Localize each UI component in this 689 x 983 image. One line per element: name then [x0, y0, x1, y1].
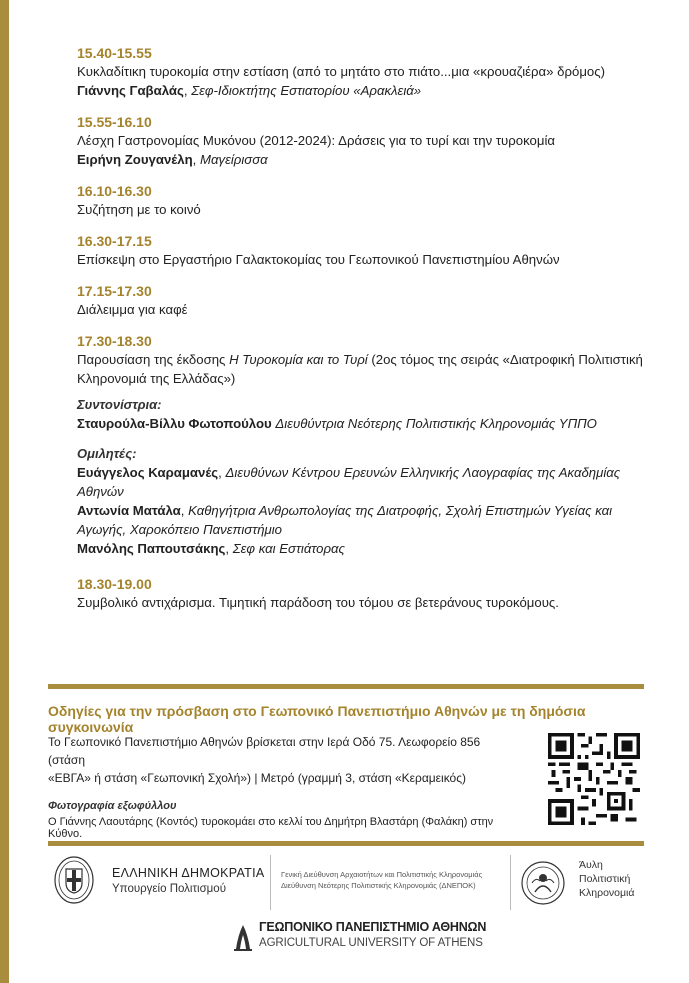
access-title: Οδηγίες για την πρόσβαση στο Γεωπονικό Πανεπιστήμιο Αθηνών με τη δημόσια συγκοινωνία [48, 703, 586, 735]
left-accent-bar [0, 0, 9, 983]
book-title: Η Τυροκομία και το Τυρί [229, 352, 368, 367]
speaker-line: Ευάγγελος Καραμανές, Διευθύνων Κέντρου Ερευνών Ελληνικής Λαογραφίας της Ακαδημίας Αθηνών [77, 465, 621, 499]
slot-title: Κυκλαδίτικη τυροκομία στην εστίαση (από το μητάτο στο πιάτο...μια «κρουαζιέρα» δρόμος) [77, 64, 605, 79]
speaker-line: Αντωνία Ματάλα, Καθηγήτρια Ανθρωπολογίας της Διατροφής, Σχολή Επιστημών Υγείας και Αγωγής, Χαροκόπειο Πανεπιστήμιο [77, 503, 613, 537]
slot-time: 17.15-17.30 [77, 283, 152, 299]
title-pre: Παρουσίαση της έκδοσης [77, 352, 230, 367]
photo-credit-heading: Φωτογραφία εξωφύλλου [48, 800, 177, 812]
greek-emblem-icon [53, 855, 95, 905]
divider-rule [48, 684, 644, 689]
slot-title: Διάλειμμα για καφέ [77, 302, 188, 317]
slot-title: Επίσκεψη στο Εργαστήριο Γαλακτοκομίας του Γεωπονικού Πανεπιστημίου Αθηνών [77, 252, 560, 267]
slot-time: 17.30-18.30 [77, 333, 152, 349]
speaker-name: Ειρήνη Ζουγανέλη [77, 152, 193, 167]
heritage-line: Κληρονομιά [579, 887, 635, 899]
slot-time: 16.10-16.30 [77, 183, 152, 199]
moderator-role: Διευθύντρια Νεότερης Πολιτιστικής Κληρονομιάς ΥΠΠΟ [275, 416, 597, 431]
directorate-line: Διεύθυνση Νεότερης Πολιτιστικής Κληρονομιάς (ΔΝΕΠΟΚ) [281, 881, 476, 890]
speaker-role: Μαγείρισσα [199, 152, 268, 167]
heritage-line: Πολιτιστική [579, 873, 631, 885]
moderator-block [77, 396, 657, 433]
heritage-line: Άυλη [579, 859, 603, 871]
speakers-block [77, 445, 657, 558]
program-slot [77, 575, 657, 612]
speaker-line: Μανόλης Παπουτσάκης, Σεφ και Εστιάτορας [77, 541, 345, 556]
speakers-heading: Ομιλητές: [77, 446, 137, 461]
divider-rule [48, 841, 644, 846]
republic-name: ΕΛΛΗΝΙΚΗ ΔΗΜΟΚΡΑΤΙΑ [112, 866, 265, 880]
program-slot [77, 113, 657, 169]
slot-title: Λέσχη Γαστρονομίας Μυκόνου (2012-2024): Δράσεις για το τυρί και την τυροκομία [77, 133, 556, 148]
qr-code[interactable] [548, 733, 640, 825]
moderator-line [77, 414, 657, 433]
moderator-name: Σταυρούλα-Βίλλυ Φωτοπούλου [77, 416, 272, 431]
photo-caption: Ο Γιάννης Λαουτάρης (Κοντός) τυροκομάει στο κελλί του Δημήτρη Βλαστάρη (Φαλάκη) στην Κύθνο. [48, 816, 494, 840]
logo-separator [270, 855, 271, 910]
access-line: «ΕΒΓΑ» ή στάση «Γεωπονική Σχολή») | Μετρό (γραμμή 3, στάση «Κεραμεικός) [48, 771, 467, 785]
program-slot [77, 44, 657, 100]
program-list [77, 44, 657, 625]
speaker-role: Καθηγήτρια Ανθρωπολογίας της Διατροφής, Σχολή Επιστημών Υγείας και Αγωγής, Χαροκόπειο Πανεπιστήμιο [77, 503, 613, 537]
slot-speaker: Ειρήνη Ζουγανέλη, Μαγείρισσα [77, 152, 268, 167]
slot-time: 15.55-16.10 [77, 114, 152, 130]
slot-time: 18.30-19.00 [77, 576, 152, 592]
slot-time: 15.40-15.55 [77, 45, 152, 61]
speaker-name: Μανόλης Παπουτσάκης [77, 541, 226, 556]
program-slot [77, 282, 657, 319]
slot-title: Συζήτηση με το κοινό [77, 202, 201, 217]
directorate-line: Γενική Διεύθυνση Αρχαιοτήτων και Πολιτιστικής Κληρονομιάς [281, 870, 483, 879]
access-line: Το Γεωπονικό Πανεπιστήμιο Αθηνών βρίσκεται στην Ιερά Οδό 75. Λεωφορείο 856 (στάση [48, 735, 481, 767]
slot-title: Συμβολικό αντιχάρισμα. Τιμητική παράδοση του τόμου σε βετεράνους τυροκόμους. [77, 595, 559, 610]
speaker-name: Αντωνία Ματάλα [77, 503, 181, 518]
speaker-role: Σεφ-Ιδιοκτήτης Εστιατορίου «Αρακλειά» [191, 83, 422, 98]
logo-separator [510, 855, 511, 910]
slot-time: 16.30-17.15 [77, 233, 152, 249]
program-slot [77, 232, 657, 269]
speaker-name: Γιάννης Γαβαλάς [77, 83, 184, 98]
university-logo-icon [232, 919, 254, 953]
university-name-english: AGRICULTURAL UNIVERSITY OF ATHENS [259, 937, 483, 949]
speaker-role: Διευθύνων Κέντρου Ερευνών Ελληνικής Λαογραφίας της Ακαδημίας Αθηνών [77, 465, 621, 499]
slot-title [77, 350, 657, 388]
slot-speaker: Γιάννης Γαβαλάς, Σεφ-Ιδιοκτήτης Εστιατορίου «Αρακλειά» [77, 83, 422, 98]
moderator-heading: Συντονίστρια: [77, 397, 162, 412]
university-name-greek: ΓΕΩΠΟΝΙΚΟ ΠΑΝΕΠΙΣΤΗΜΙΟ ΑΘΗΝΩΝ [259, 920, 487, 934]
speaker-role: Σεφ και Εστιάτορας [232, 541, 345, 556]
speaker-name: Ευάγγελος Καραμανές [77, 465, 219, 480]
logos-row [48, 850, 648, 920]
access-text [48, 733, 518, 787]
title-post: (2ος τόμος της σειράς «Διατροφική Πολιτιστική Κληρονομιά της Ελλάδας») [77, 352, 643, 386]
ministry-name: Υπουργείο Πολιτισμού [112, 883, 226, 895]
program-slot [77, 332, 657, 388]
program-slot [77, 182, 657, 219]
intangible-heritage-logo-icon [520, 860, 566, 906]
intangible-heritage-text [579, 858, 634, 900]
